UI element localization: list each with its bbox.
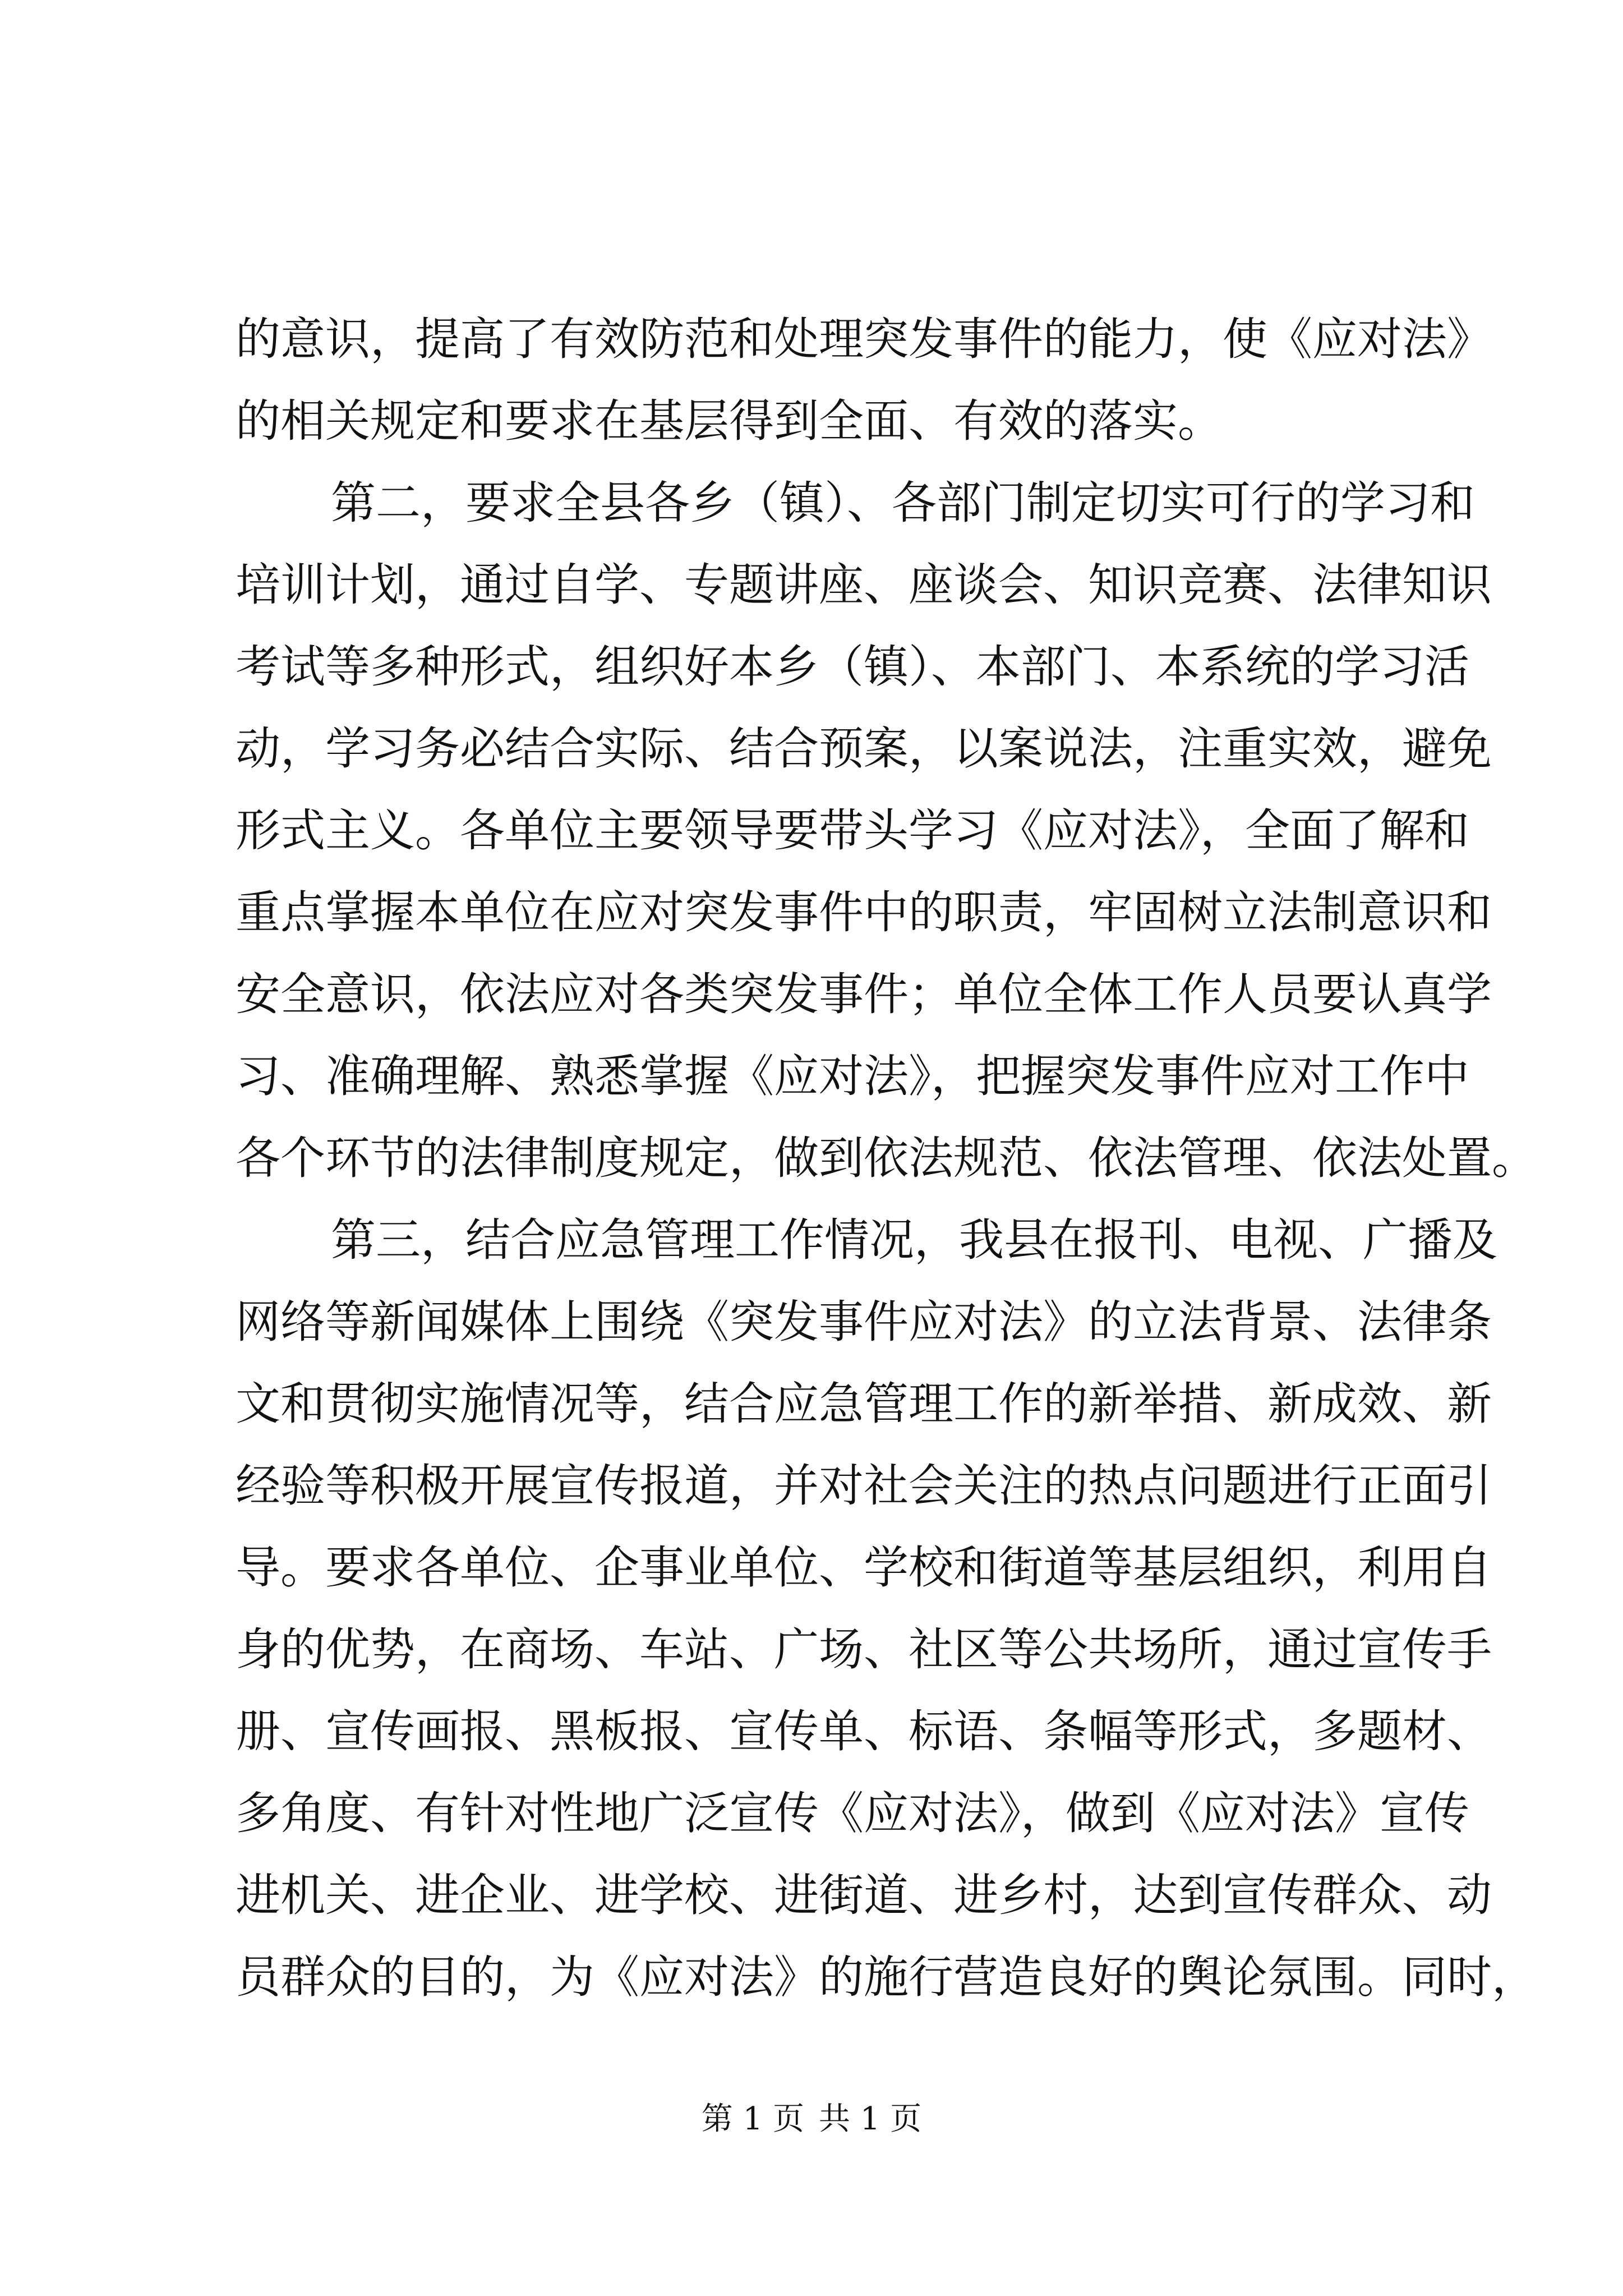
paragraph-2-line-6: 重点掌握本单位在应对突发事件中的职责，牢固树立法制意识和 bbox=[236, 886, 1492, 938]
paragraph-3-line-4: 经验等积极开展宣传报道，并对社会关注的热点问题进行正面引 bbox=[236, 1460, 1492, 1512]
paragraph-2-line-2: 培训计划，通过自学、专题讲座、座谈会、知识竞赛、法律知识 bbox=[236, 559, 1492, 611]
page-number: 第 1 页 bbox=[701, 2101, 804, 2137]
paragraph-2-line-1: 第二，要求全县各乡（镇）、各部门制定切实可行的学习和 bbox=[331, 477, 1475, 529]
paragraph-3-line-5: 导。要求各单位、企事业单位、学校和街道等基层组织，利用自 bbox=[236, 1542, 1492, 1594]
paragraph-2-line-4: 动，学习务必结合实际、结合预案，以案说法，注重实效，避免 bbox=[236, 723, 1492, 775]
page-footer bbox=[0, 2097, 1623, 2142]
document-body bbox=[236, 298, 1537, 2018]
paragraph-2-line-5: 形式主义。各单位主要领导要带头学习《应对法》，全面了解和 bbox=[236, 804, 1469, 857]
paragraph-3-line-10: 员群众的目的，为《应对法》的施行营造良好的舆论氛围。同时， bbox=[236, 1951, 1537, 2003]
paragraph-3-line-7: 册、宣传画报、黑板报、宣传单、标语、条幅等形式，多题材、 bbox=[236, 1705, 1492, 1757]
paragraph-3-line-9: 进机关、进企业、进学校、进街道、进乡村，达到宣传群众、动 bbox=[236, 1869, 1492, 1921]
paragraph-2-line-9: 各个环节的法律制度规定，做到依法规范、依法管理、依法处置。 bbox=[236, 1132, 1537, 1184]
paragraph-1-line-1: 的意识，提高了有效防范和处理突发事件的能力，使《应对法》 bbox=[236, 313, 1492, 365]
page-total: 共 1 页 bbox=[819, 2101, 922, 2137]
paragraph-3-line-1: 第三，结合应急管理工作情况，我县在报刊、电视、广播及 bbox=[331, 1214, 1497, 1266]
paragraph-2-line-3: 考试等多种形式，组织好本乡（镇）、本部门、本系统的学习活 bbox=[236, 641, 1469, 693]
paragraph-2-line-7: 安全意识，依法应对各类突发事件；单位全体工作人员要认真学 bbox=[236, 968, 1492, 1020]
paragraph-3-line-8: 多角度、有针对性地广泛宣传《应对法》，做到《应对法》宣传 bbox=[236, 1787, 1469, 1839]
paragraph-1-line-2: 的相关规定和要求在基层得到全面、有效的落实。 bbox=[236, 395, 1223, 447]
paragraph-2-line-8: 习、准确理解、熟悉掌握《应对法》，把握突发事件应对工作中 bbox=[236, 1050, 1469, 1102]
paragraph-3-line-2: 网络等新闻媒体上围绕《突发事件应对法》的立法背景、法律条 bbox=[236, 1296, 1492, 1348]
paragraph-3-line-6: 身的优势，在商场、车站、广场、社区等公共场所，通过宣传手 bbox=[236, 1623, 1492, 1676]
paragraph-3-line-3: 文和贯彻实施情况等，结合应急管理工作的新举措、新成效、新 bbox=[236, 1378, 1492, 1430]
